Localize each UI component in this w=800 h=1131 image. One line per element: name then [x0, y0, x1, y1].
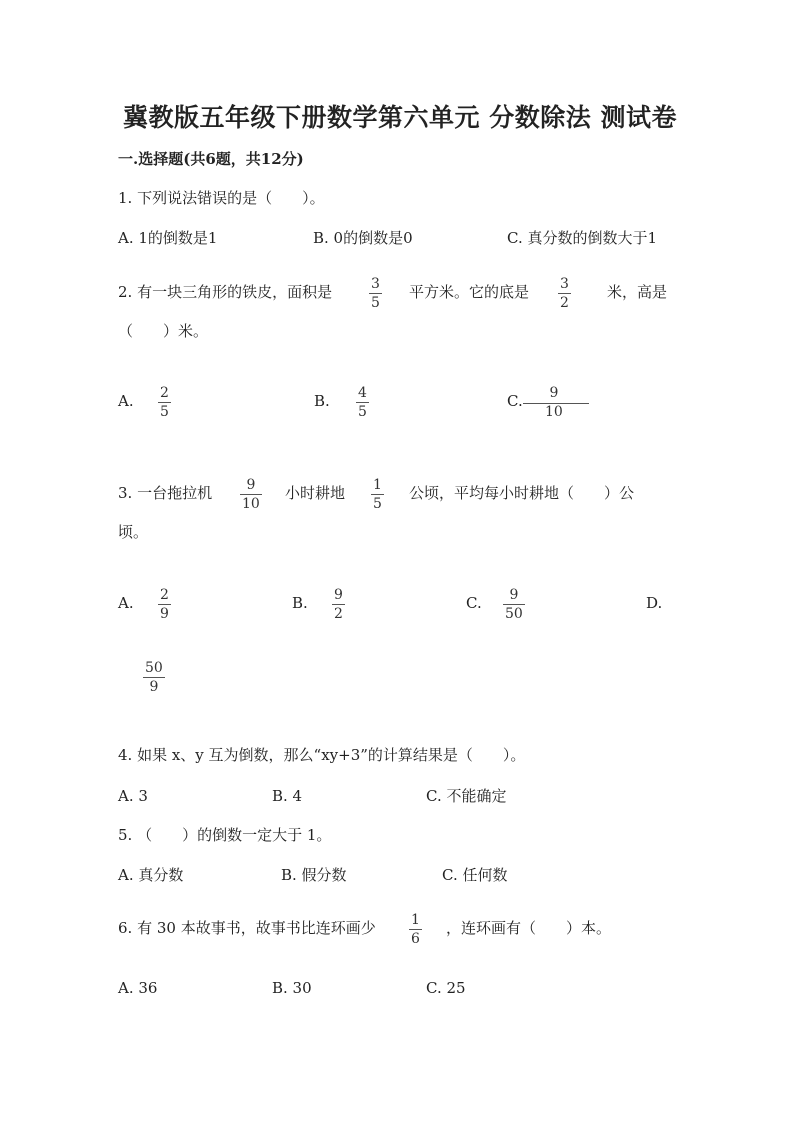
q3-option-d-label[interactable]: D. — [646, 594, 663, 612]
fraction-numerator: 1 — [373, 477, 382, 493]
q2-option-c-label[interactable]: C. — [507, 392, 523, 410]
q3-option-b-label[interactable]: B. — [292, 594, 308, 612]
q3-option-a-fraction[interactable] — [158, 587, 171, 622]
fraction-bar — [409, 929, 422, 930]
q2-option-a-fraction[interactable] — [158, 385, 171, 420]
fraction-denominator: 6 — [411, 931, 420, 947]
fraction-bar — [503, 604, 525, 605]
fraction-denominator: 5 — [371, 295, 380, 311]
q3-stem-part2: 小时耕地 — [285, 484, 346, 502]
q3-option-a-label[interactable]: A. — [118, 594, 134, 612]
fraction-denominator: 2 — [560, 295, 569, 311]
q3-hours-fraction — [240, 477, 262, 512]
fraction-bar — [240, 494, 262, 495]
fraction-bar — [332, 604, 345, 605]
fraction-denominator: 2 — [334, 606, 343, 622]
fraction-numerator: 9 — [246, 477, 256, 493]
q4-option-b[interactable]: B. 4 — [272, 787, 303, 805]
q6-fraction — [409, 912, 422, 947]
fraction-denominator: 10 — [242, 496, 260, 512]
q3-option-c-fraction[interactable] — [503, 587, 525, 622]
q2-option-b-label[interactable]: B. — [314, 392, 330, 410]
fraction-bar — [543, 402, 565, 403]
q1-stem: 1. 下列说法错误的是（ ）。 — [118, 189, 325, 207]
fraction-bar — [369, 293, 382, 294]
q6-stem-part1: 6. 有 30 本故事书，故事书比连环画少 — [118, 919, 376, 937]
fraction-bar — [158, 402, 171, 403]
q1-option-c[interactable]: C. 真分数的倒数大于1 — [507, 229, 658, 247]
fraction-numerator: 3 — [560, 276, 569, 292]
section-heading: 一.选择题(共6题，共12分) — [118, 150, 304, 168]
q1-option-b[interactable]: B. 0的倒数是0 — [313, 229, 413, 247]
q6-option-b[interactable]: B. 30 — [272, 979, 312, 997]
fraction-denominator: 10 — [545, 404, 563, 420]
fraction-denominator: 5 — [373, 496, 382, 512]
q3-stem-part3: 公顷，平均每小时耕地（ ）公 — [409, 484, 635, 502]
q3-area-fraction — [371, 477, 384, 512]
fraction-denominator: 50 — [505, 606, 523, 622]
q3-stem-line2: 顷。 — [118, 523, 149, 541]
fraction-numerator: 3 — [371, 276, 380, 292]
fraction-numerator: 9 — [334, 587, 343, 603]
q5-option-a[interactable]: A. 真分数 — [118, 866, 184, 884]
fraction-numerator: 2 — [160, 385, 169, 401]
q6-option-a[interactable]: A. 36 — [118, 979, 158, 997]
q3-option-c-label[interactable]: C. — [466, 594, 482, 612]
q2-stem-part1: 2. 有一块三角形的铁皮，面积是 — [118, 283, 333, 301]
q2-option-c-fraction[interactable] — [543, 385, 565, 420]
fraction-denominator: 5 — [160, 404, 169, 420]
q3-option-d-fraction[interactable] — [143, 660, 165, 695]
q4-stem: 4. 如果 x、y 互为倒数，那么“xy+3”的计算结果是（ ）。 — [118, 746, 526, 764]
fraction-numerator: 50 — [145, 660, 163, 676]
q4-option-c[interactable]: C. 不能确定 — [426, 787, 507, 805]
fraction-numerator: 2 — [160, 587, 169, 603]
fraction-numerator: 4 — [358, 385, 367, 401]
q5-stem: 5. （ ）的倒数一定大于 1。 — [118, 826, 332, 844]
q4-option-a[interactable]: A. 3 — [118, 787, 148, 805]
fraction-bar — [558, 293, 571, 294]
q3-option-b-fraction[interactable] — [332, 587, 345, 622]
fraction-bar — [158, 604, 171, 605]
q5-option-c[interactable]: C. 任何数 — [442, 866, 508, 884]
fraction-numerator: 9 — [509, 587, 519, 603]
q2-base-fraction — [558, 276, 571, 311]
fraction-denominator: 5 — [358, 404, 367, 420]
fraction-bar — [143, 677, 165, 678]
q2-stem-part3: 米，高是 — [607, 283, 668, 301]
q2-option-a-label[interactable]: A. — [118, 392, 134, 410]
q5-option-b[interactable]: B. 假分数 — [281, 866, 347, 884]
fraction-bar — [371, 494, 384, 495]
q3-stem-part1: 3. 一台拖拉机 — [118, 484, 213, 502]
q6-stem-part2: ，连环画有（ ）本。 — [446, 919, 612, 937]
q6-option-c[interactable]: C. 25 — [426, 979, 466, 997]
fraction-numerator: 9 — [549, 385, 559, 401]
page-title: 冀教版五年级下册数学第六单元 分数除法 测试卷 — [123, 103, 677, 132]
fraction-bar — [356, 402, 369, 403]
q1-option-a[interactable]: A. 1的倒数是1 — [118, 229, 218, 247]
q2-option-b-fraction[interactable] — [356, 385, 369, 420]
fraction-numerator: 1 — [411, 912, 420, 928]
fraction-denominator: 9 — [160, 606, 169, 622]
q2-stem-line2: （ ）米。 — [118, 322, 209, 340]
q2-area-fraction — [369, 276, 382, 311]
q2-stem-part2: 平方米。它的底是 — [409, 283, 530, 301]
fraction-denominator: 9 — [149, 679, 159, 695]
